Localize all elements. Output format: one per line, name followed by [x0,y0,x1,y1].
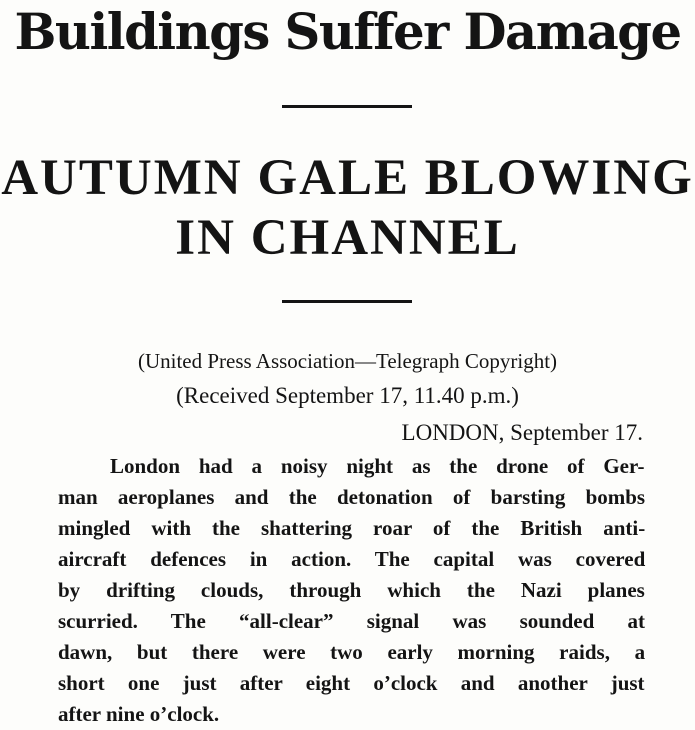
headline-divider-top [282,105,412,108]
headline-main-line-2: IN CHANNEL [175,210,520,266]
headline-divider-bottom [282,300,412,303]
body-line: scurried. The “all-clear” signal was sounded at [58,609,646,633]
received-timestamp: (Received September 17, 11.40 p.m.) [176,383,519,408]
body-line: man aeroplanes and the detonation of barsting bombs [58,485,646,509]
body-line: dawn, but there were two early morning raids, a [58,640,646,664]
headline-main [0,148,695,268]
copyright-credit: (United Press Association—Telegraph Copyright) [137,349,558,373]
body-line: aircraft defences in action. The capital was covered [58,547,646,571]
headline-main-line-1: AUTUMN GALE BLOWING [1,150,694,206]
body-line: by drifting clouds, through which the Nazi planes [58,578,645,602]
dateline: LONDON, September 17. [401,420,643,445]
body-line: mingled with the shattering roar of the British anti- [58,516,646,540]
body-line: after nine o’clock. [58,702,220,726]
body-line: short one just after eight o’clock and another just [58,671,645,695]
body-line: London had a noisy night as the drone of Ger- [110,454,645,478]
headline-top: Buildings Suffer Damage [14,2,681,61]
